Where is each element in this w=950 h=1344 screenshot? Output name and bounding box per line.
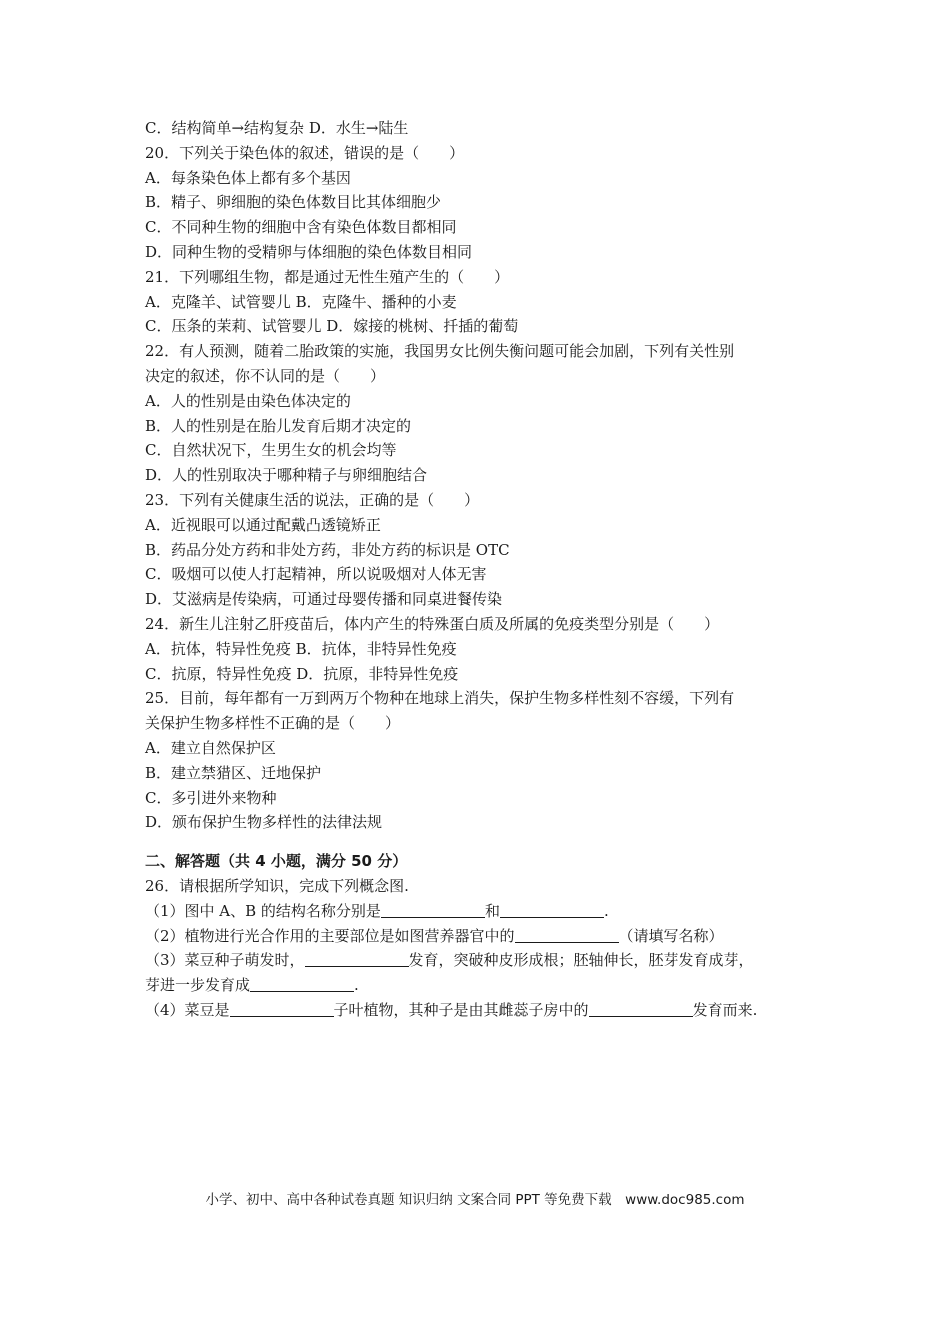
question-line: 25．目前，每年都有一万到两万个物种在地球上消失，保护生物多样性刻不容缓，下列有 [145,689,735,708]
text: 发育而来. [692,1000,758,1019]
question-line: 关保护生物多样性不正确的是（ ） [145,714,401,733]
question-line: 22．有人预测，随着二胎政策的实施，我国男女比例失衡问题可能会加剧，下列有关性别 [145,342,735,361]
question-line: C．多引进外来物种 [145,788,277,807]
question-line: D．颁布保护生物多样性的法律法规 [145,813,383,832]
answer-blank[interactable] [515,926,619,943]
sub-question-3-cont [145,973,825,998]
answer-blank[interactable] [230,1000,334,1017]
text: . [354,976,359,995]
question-line: A．近视眼可以通过配戴凸透镜矫正 [145,515,381,534]
question-line: A．克隆羊、试管婴儿 B．克隆牛、播种的小麦 [145,292,457,311]
question-line: 23．下列有关健康生活的说法，正确的是（ ） [145,490,480,509]
question-line: A．人的性别是由染色体决定的 [145,391,351,410]
question-line: B．人的性别是在胎儿发育后期才决定的 [145,416,412,435]
question-line: B．精子、卵细胞的染色体数目比其体细胞少 [145,193,442,212]
question-line: 决定的叙述，你不认同的是（ ） [145,366,386,385]
footer-advertisement: 小学、初中、高中各种试卷真题 知识归纳 文案合同 PPT 等免费下载 www.doc985.com [205,1192,745,1208]
text: （3）菜豆种子萌发时， [145,951,305,970]
multiple-choice-section [145,116,825,835]
question-line: A．每条染色体上都有多个基因 [145,168,351,187]
answer-blank[interactable] [381,901,485,918]
question-line: D．人的性别取决于哪种精子与卵细胞结合 [145,466,428,485]
sub-question-1 [145,899,825,924]
answer-blank[interactable] [500,901,604,918]
question-line: C．抗原，特异性免疫 D．抗原，非特异性免疫 [145,664,459,683]
question-line: B．药品分处方药和非处方药，非处方药的标识是 OTC [145,540,510,559]
text: （2）植物进行光合作用的主要部位是如图营养器官中的 [145,926,515,945]
question-line: B．建立禁猎区、迁地保护 [145,763,322,782]
section-gap [145,835,825,849]
sub-question-2 [145,924,825,949]
sub-question-3 [145,948,825,973]
answer-blank[interactable] [305,950,409,967]
question-line: D．艾滋病是传染病，可通过母婴传播和同桌进餐传染 [145,590,503,609]
question-line: 24．新生儿注射乙肝疫苗后，体内产生的特殊蛋白质及所属的免疫类型分别是（ ） [145,614,720,633]
text: 子叶植物，其种子是由其雌蕊子房中的 [333,1000,589,1019]
question-line: C．结构简单→结构复杂 D．水生→陆生 [145,119,409,137]
question-content [145,116,825,1023]
question-line: C．吸烟可以使人打起精神，所以说吸烟对人体无害 [145,565,487,584]
text: 发育，突破种皮形成根；胚轴伸长，胚芽发育成芽， [408,951,754,970]
text: 和 [484,901,500,920]
sub-question-4 [145,998,825,1023]
question-line: A．建立自然保护区 [145,738,276,757]
question-line: 20．下列关于染色体的叙述，错误的是（ ） [145,143,465,162]
answer-blank[interactable] [250,975,354,992]
text: （4）菜豆是 [145,1000,230,1019]
answer-blank[interactable] [589,1000,693,1017]
text: （1）图中 A、B 的结构名称分别是 [145,901,381,920]
question-line: A．抗体，特异性免疫 B．抗体，非特异性免疫 [145,639,457,658]
text: . [603,901,609,920]
text: （请填写名称） [618,926,724,945]
question-line: D．同种生物的受精卵与体细胞的染色体数目相同 [145,242,473,261]
section-heading: 二、解答题（共 4 小题，满分 50 分） [145,852,408,871]
question-line: C．不同种生物的细胞中含有染色体数目都相同 [145,218,457,237]
question-line: C．压条的茉莉、试管婴儿 D．嫁接的桃树、扦插的葡萄 [145,317,519,336]
text: 芽进一步发育成 [145,976,251,995]
question-line: 21．下列哪组生物，都是通过无性生殖产生的（ ） [145,267,510,286]
question-line: C．自然状况下，生男生女的机会均等 [145,441,397,460]
question-26: 26．请根据所学知识，完成下列概念图. [145,876,409,895]
